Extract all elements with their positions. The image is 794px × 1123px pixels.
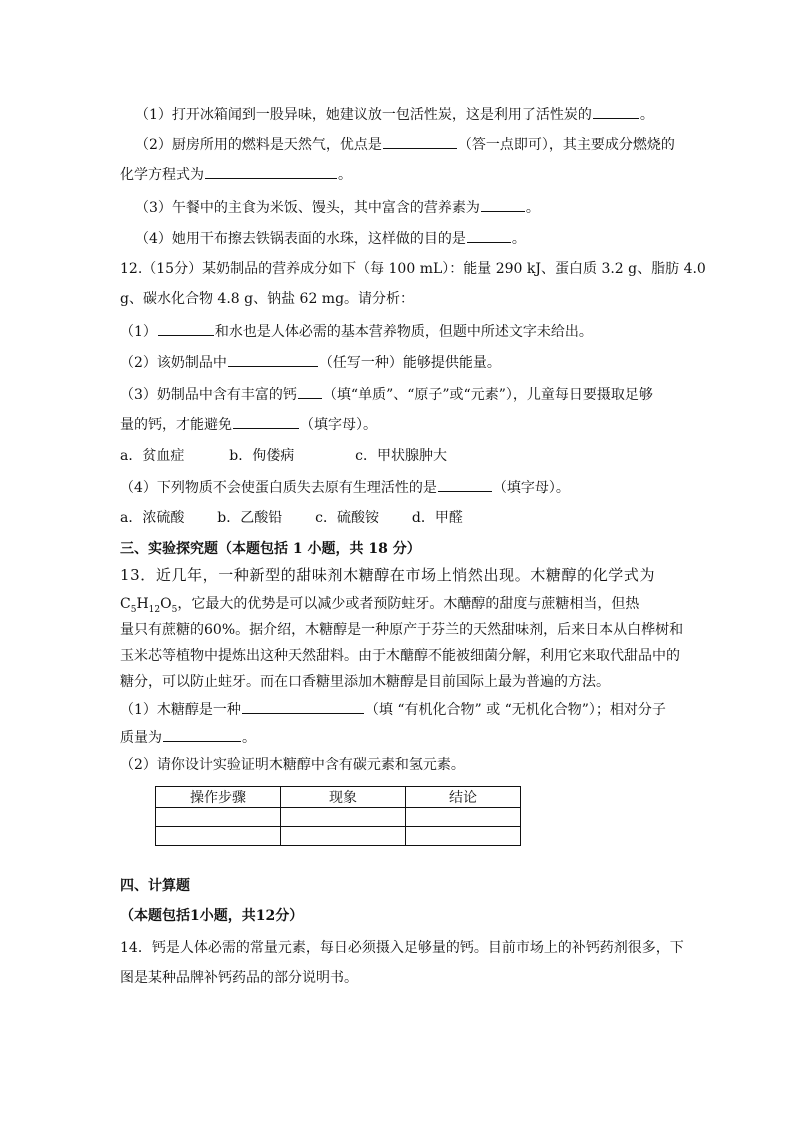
table-cell[interactable] [156, 827, 281, 846]
formula-o: O [160, 596, 172, 612]
table-cell[interactable] [406, 808, 521, 827]
q13-line4: 玉米芯等植物中提炼出这种天然甜料。由于木醣醇不能被细菌分解，利用它来取代甜品中的 [120, 648, 680, 664]
answer-blank [163, 727, 241, 742]
q12-part1-label: （1） [120, 324, 157, 340]
table-row [156, 808, 521, 827]
q13-line5: 糖分，可以防止蛀牙。而在口香糖里添加木糖醇是目前国际上最为普遍的方法。 [120, 674, 610, 690]
formula-h-sub: 12 [148, 604, 161, 615]
section3-heading: 三、实验探究题（本题包括 1 小题，共 18 分） [120, 541, 421, 557]
q11-part2-continued [120, 164, 680, 185]
q12-part2-end: （任写一种）能够提供能量。 [318, 355, 501, 371]
q11-part4 [135, 228, 695, 249]
table-cell[interactable] [406, 827, 521, 846]
table-cell[interactable] [156, 808, 281, 827]
q12-part1 [120, 321, 680, 342]
q13-part2: （2）请你设计实验证明木糖醇中含有碳元素和氢元素。 [120, 757, 465, 773]
answer-blank [298, 384, 322, 399]
formula-h: H [136, 596, 149, 612]
section4-subheading: （本题包括1小题，共12分） [120, 908, 304, 924]
q12-part1-text: 和水也是人体必需的基本营养物质，但题中所述文字未给出。 [214, 324, 593, 340]
table-cell[interactable] [281, 827, 406, 846]
q11-part1-text: （1）打开冰箱闻到一股异味，她建议放一包活性炭，这是利用了活性炭的 [135, 107, 592, 123]
q14-line2: 图是某种品牌补钙药品的部分说明书。 [120, 970, 358, 986]
answer-blank [383, 134, 457, 149]
q12-part4 [120, 477, 680, 498]
answer-blank [593, 104, 639, 119]
q12-part3 [120, 384, 680, 405]
experiment-table [155, 786, 521, 846]
q11-part3 [135, 197, 695, 218]
formula-o-sub: 5 [171, 604, 178, 615]
q12-part3-text: （3）奶制品中含有丰富的钙 [120, 387, 297, 403]
q12-part3-cont-text: 量的钙，才能避免 [120, 417, 232, 433]
q11-part2-text-end: （答一点即可），其主要成分燃烧的 [457, 137, 675, 153]
option-b: b．佝偻病 [229, 448, 295, 464]
q11-part4-end: 。 [511, 231, 526, 247]
header-phenomenon: 现象 [281, 787, 406, 808]
q11-part2-cont-text: 化学方程式为 [120, 167, 204, 183]
q13-line1: 13．近几年，一种新型的甜味剂木糖醇在市场上悄然出现。木糖醇的化学式为 [120, 566, 656, 584]
q11-part2-text: （2）厨房所用的燃料是天然气，优点是 [135, 137, 382, 153]
option-a: a．贫血症 [120, 448, 185, 464]
q11-part1 [135, 104, 695, 125]
header-conclusion: 结论 [406, 787, 521, 808]
header-steps: 操作步骤 [156, 787, 281, 808]
answer-blank [467, 228, 511, 243]
q11-part2-cont-end: 。 [338, 167, 352, 183]
q13-part1-text: （1）木糖醇是一种 [120, 702, 241, 718]
q12-part4-options [120, 508, 680, 528]
table-cell[interactable] [281, 808, 406, 827]
answer-blank [228, 352, 318, 367]
q11-part3-end: 。 [525, 200, 540, 216]
q11-part1-end: 。 [639, 107, 654, 123]
q14-line1: 14．钙是人体必需的常量元素，每日必须摄入足够量的钙。目前市场上的补钙药剂很多，下 [120, 940, 684, 956]
option-c: c．硫酸铵 [315, 510, 379, 526]
answer-blank [438, 477, 492, 492]
q12-part3-continued [120, 414, 680, 435]
q13-part1-continued [120, 727, 680, 748]
q12-part2-text: （2）该奶制品中 [120, 355, 227, 371]
option-d: d．甲醛 [411, 510, 463, 526]
q13-part1-cont-text: 质量为 [120, 730, 162, 746]
q13-part1 [120, 699, 680, 720]
answer-blank [242, 699, 364, 714]
q12-part3-cont-end: （填字母）。 [300, 417, 377, 433]
q12-part2 [120, 352, 680, 373]
table-row [156, 827, 521, 846]
q13-line2 [120, 594, 680, 620]
q12-part4-text: （4）下列物质不会使蛋白质失去原有生理活性的是 [120, 480, 437, 496]
answer-blank [481, 197, 525, 212]
q12-part3-options [120, 446, 680, 466]
q12-part3-text-end: （填“单质”、“原子”或“元素”），儿童每日要摄取足够 [322, 387, 653, 403]
section4-heading: 四、计算题 [120, 878, 190, 894]
q13-part1-text-end: （填 “有机化合物” 或 “无机化合物”）；相对分子 [364, 702, 666, 718]
q12-stem-line1: 12.（15分）某奶制品的营养成分如下（每 100 mL）：能量 290 kJ、蛋白质 3.2 g、脂肪 4.0 [120, 261, 706, 277]
q11-part3-text: （3）午餐中的主食为米饭、馒头，其中富含的营养素为 [135, 200, 480, 216]
answer-blank [233, 414, 299, 429]
answer-blank [158, 321, 214, 336]
q11-part4-text: （4）她用干布擦去铁锅表面的水珠，这样做的目的是 [135, 231, 466, 247]
q11-part2 [135, 134, 695, 155]
q13-line2-text: ，它最大的优势是可以减少或者预防蛀牙。木醣醇的甜度与蔗糖相当，但热 [177, 596, 640, 612]
option-b: b．乙酸铅 [217, 510, 283, 526]
q13-line3: 量只有蔗糖的60%。据介绍，木糖醇是一种原产于芬兰的天然甜味剂，后来日本从白桦树和 [120, 622, 684, 638]
answer-blank [205, 164, 337, 179]
table-header-row [156, 787, 521, 808]
q12-stem-line2: g、碳水化合物 4.8 g、钠盐 62 mg。请分析： [120, 291, 415, 307]
option-c: c．甲状腺肿大 [355, 448, 447, 464]
option-a: a．浓硫酸 [120, 510, 185, 526]
q13-part1-cont-end: 。 [242, 730, 256, 746]
formula-c: C [120, 596, 131, 612]
formula-c-sub: 5 [130, 604, 137, 615]
q12-part4-end: （填字母）。 [492, 480, 570, 496]
